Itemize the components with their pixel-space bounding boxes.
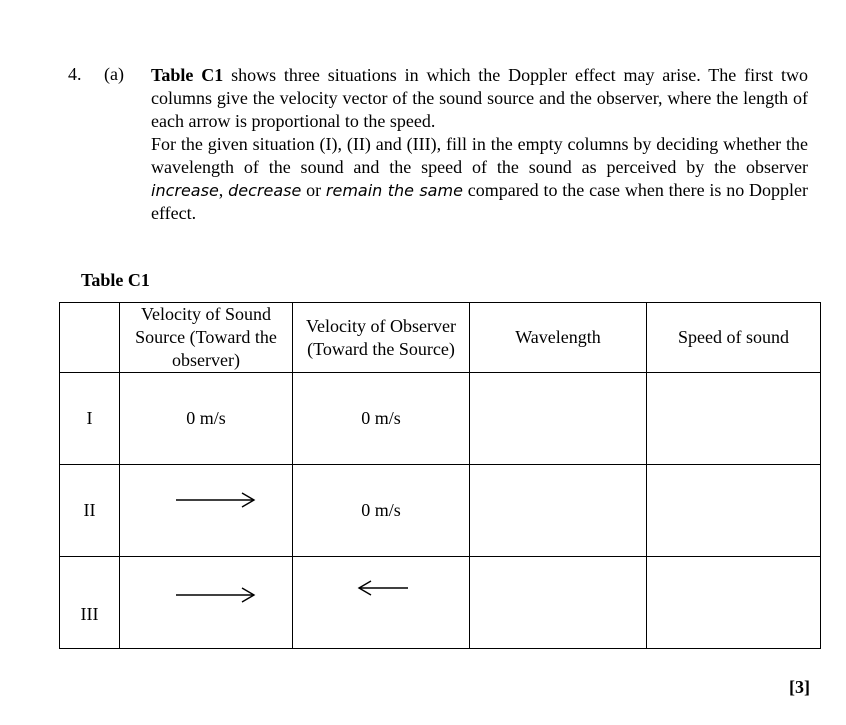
source-velocity-cell bbox=[120, 557, 293, 649]
header-row bbox=[60, 303, 821, 373]
header-wavelength: Wavelength bbox=[470, 303, 647, 373]
observer-velocity-cell bbox=[293, 557, 470, 649]
option-increase: increase bbox=[151, 181, 219, 200]
option-decrease: decrease bbox=[228, 181, 302, 200]
paragraph-1-text: shows three situations in which the Doppler effect may arise. The first two columns give the velocity vector of the sound source and the observer, where the length of each arrow is proportional to the speed. bbox=[151, 65, 808, 131]
question-text bbox=[151, 64, 808, 225]
comma: , bbox=[218, 180, 224, 200]
header-observer-velocity: Velocity of Observer (Toward the Source) bbox=[293, 303, 470, 373]
speed-answer-cell[interactable] bbox=[647, 373, 821, 465]
row-label: I bbox=[60, 373, 120, 465]
speed-answer-cell[interactable] bbox=[647, 557, 821, 649]
right-arrow-icon bbox=[120, 557, 293, 649]
paragraph-2-start: For the given situation (I), (II) and (III), fill in the empty columns by deciding whether the wavelength of the sound and the speed of the sound as perceived by the observer bbox=[151, 134, 808, 177]
table-reference: Table C1 bbox=[151, 65, 224, 85]
header-speed-of-sound: Speed of sound bbox=[647, 303, 821, 373]
observer-velocity-cell: 0 m/s bbox=[293, 373, 470, 465]
left-arrow-icon bbox=[293, 557, 470, 649]
table-caption: Table C1 bbox=[81, 270, 150, 290]
speed-answer-cell[interactable] bbox=[647, 465, 821, 557]
or-word: or bbox=[301, 180, 326, 200]
question-paragraph-2 bbox=[151, 133, 808, 225]
header-source-velocity: Velocity of Sound Source (Toward the observer) bbox=[120, 303, 293, 373]
header-blank bbox=[60, 303, 120, 373]
wavelength-answer-cell[interactable] bbox=[470, 465, 647, 557]
wavelength-answer-cell[interactable] bbox=[470, 557, 647, 649]
row-label: II bbox=[60, 465, 120, 557]
source-velocity-cell bbox=[120, 465, 293, 557]
paragraph-2-end: compared to the case when there is no Doppler effect. bbox=[151, 180, 809, 223]
question-part: (a) bbox=[104, 64, 124, 84]
right-arrow-icon bbox=[120, 465, 293, 557]
table-row bbox=[60, 465, 821, 557]
question-paragraph-1 bbox=[151, 64, 808, 133]
row-label: III bbox=[60, 557, 120, 649]
doppler-table bbox=[59, 302, 821, 649]
wavelength-answer-cell[interactable] bbox=[470, 373, 647, 465]
observer-velocity-cell: 0 m/s bbox=[293, 465, 470, 557]
source-velocity-cell: 0 m/s bbox=[120, 373, 293, 465]
table-row bbox=[60, 373, 821, 465]
option-remain-same: remain the same bbox=[325, 181, 463, 200]
marks-allocation: [3] bbox=[789, 677, 810, 697]
question-number: 4. bbox=[68, 64, 82, 84]
table-row bbox=[60, 557, 821, 649]
